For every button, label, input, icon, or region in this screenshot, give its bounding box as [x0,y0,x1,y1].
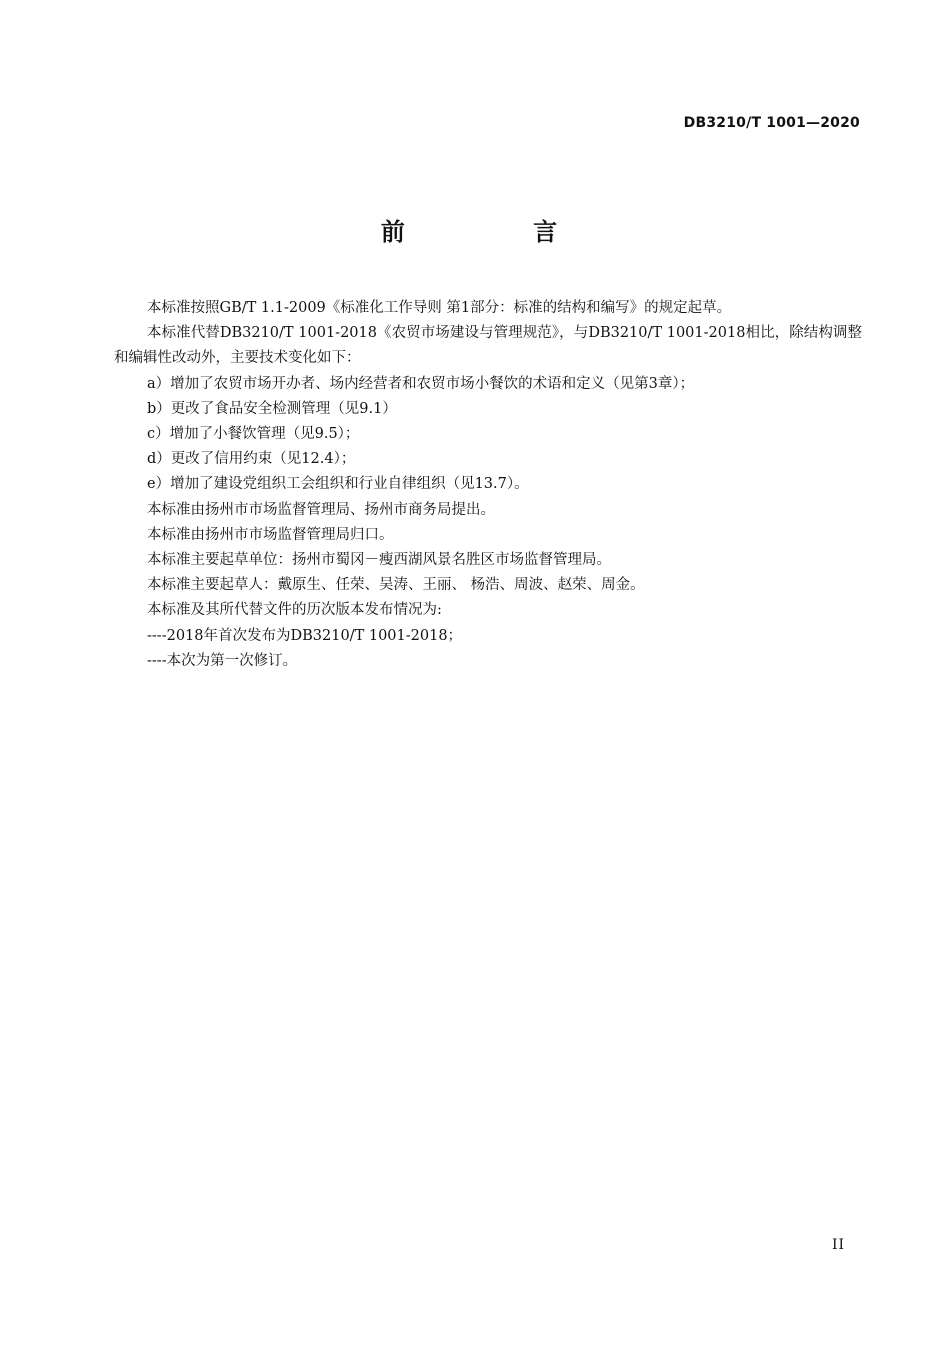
paragraph-drafting-basis: 本标准按照GB/T 1.1-2009《标准化工作导则 第1部分：标准的结构和编写》的规定起草。 [147,300,732,316]
paragraph-replacement: 本标准代替DB3210/T 1001-2018《农贸市场建设与管理规范》，与DB3210/T 1001-2018相比，除结构调整和编辑性改动外，主要技术变化如下： [114,325,862,367]
document-code: DB3210/T 1001—2020 [683,115,860,131]
list-item-change-d: d）更改了信用约束（见12.4）； [147,451,356,468]
paragraph-drafting-unit: 本标准主要起草单位：扬州市蜀冈－瘦西湖风景名胜区市场监督管理局。 [147,552,611,569]
foreword-body [114,296,862,674]
paragraph-history-intro: 本标准及其所代替文件的历次版本发布情况为: [147,602,442,619]
list-item-change-b: b）更改了食品安全检测管理（见9.1） [147,400,397,417]
paragraph-proposed-by: 本标准由扬州市市场监督管理局、扬州市商务局提出。 [147,501,495,518]
page-title: 前 言 [380,218,618,246]
page-number: II [831,1237,845,1253]
list-item-change-c: c）增加了小餐饮管理（见9.5）； [147,426,360,443]
paragraph-centralized-by: 本标准由扬州市市场监督管理局归口。 [147,526,394,543]
list-item-history-revision: ----本次为第一次修订。 [147,652,298,669]
list-item-history-first: ----2018年首次发布为DB3210/T 1001-2018； [147,627,463,644]
list-item-change-a: a）增加了农贸市场开办者、场内经营者和农贸市场小餐饮的术语和定义（见第3章）； [147,375,695,392]
list-item-change-e: e）增加了建设党组织工会组织和行业自律组织（见13.7）。 [147,476,529,493]
paragraph-drafters: 本标准主要起草人：戴原生、任荣、吴涛、王丽、 杨浩、周波、赵荣、周金。 [147,577,645,594]
